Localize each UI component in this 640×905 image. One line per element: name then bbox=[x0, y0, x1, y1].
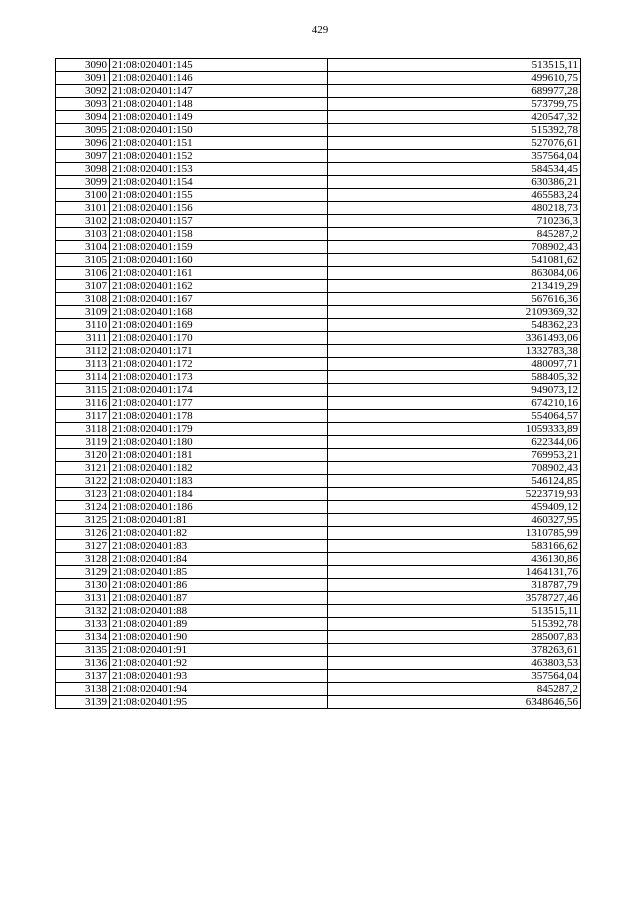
row-number-cell: 3114 bbox=[56, 371, 110, 384]
table-row bbox=[56, 72, 581, 85]
cadastral-number-cell: 21:08:020401:177 bbox=[110, 397, 328, 410]
table-row bbox=[56, 488, 581, 501]
row-number-cell: 3094 bbox=[56, 111, 110, 124]
cadastral-number-cell: 21:08:020401:178 bbox=[110, 410, 328, 423]
cadastral-value-cell: 1059333,89 bbox=[328, 423, 581, 436]
row-number-cell: 3120 bbox=[56, 449, 110, 462]
cadastral-value-cell: 863084,06 bbox=[328, 267, 581, 280]
table-row bbox=[56, 501, 581, 514]
cadastral-value-table bbox=[55, 58, 581, 709]
cadastral-number-cell: 21:08:020401:159 bbox=[110, 241, 328, 254]
cadastral-value-cell: 546124,85 bbox=[328, 475, 581, 488]
cadastral-value-cell: 710236,3 bbox=[328, 215, 581, 228]
row-number-cell: 3115 bbox=[56, 384, 110, 397]
table-row bbox=[56, 137, 581, 150]
cadastral-value-cell: 583166,62 bbox=[328, 540, 581, 553]
cadastral-value-cell: 541081,62 bbox=[328, 254, 581, 267]
table-row bbox=[56, 332, 581, 345]
cadastral-number-cell: 21:08:020401:90 bbox=[110, 631, 328, 644]
row-number-cell: 3128 bbox=[56, 553, 110, 566]
table-row bbox=[56, 592, 581, 605]
cadastral-number-cell: 21:08:020401:156 bbox=[110, 202, 328, 215]
cadastral-number-cell: 21:08:020401:91 bbox=[110, 644, 328, 657]
row-number-cell: 3093 bbox=[56, 98, 110, 111]
cadastral-number-cell: 21:08:020401:160 bbox=[110, 254, 328, 267]
table-body bbox=[56, 59, 581, 709]
table-row bbox=[56, 696, 581, 709]
cadastral-value-cell: 1332783,38 bbox=[328, 345, 581, 358]
row-number-cell: 3100 bbox=[56, 189, 110, 202]
table-row bbox=[56, 631, 581, 644]
cadastral-number-cell: 21:08:020401:173 bbox=[110, 371, 328, 384]
table-row bbox=[56, 319, 581, 332]
row-number-cell: 3090 bbox=[56, 59, 110, 72]
cadastral-value-cell: 674210,16 bbox=[328, 397, 581, 410]
cadastral-number-cell: 21:08:020401:147 bbox=[110, 85, 328, 98]
row-number-cell: 3135 bbox=[56, 644, 110, 657]
row-number-cell: 3110 bbox=[56, 319, 110, 332]
row-number-cell: 3113 bbox=[56, 358, 110, 371]
row-number-cell: 3104 bbox=[56, 241, 110, 254]
cadastral-number-cell: 21:08:020401:88 bbox=[110, 605, 328, 618]
table-row bbox=[56, 553, 581, 566]
cadastral-number-cell: 21:08:020401:146 bbox=[110, 72, 328, 85]
table-row bbox=[56, 176, 581, 189]
table-row bbox=[56, 449, 581, 462]
row-number-cell: 3095 bbox=[56, 124, 110, 137]
cadastral-value-cell: 588405,32 bbox=[328, 371, 581, 384]
cadastral-number-cell: 21:08:020401:174 bbox=[110, 384, 328, 397]
row-number-cell: 3123 bbox=[56, 488, 110, 501]
cadastral-value-cell: 285007,83 bbox=[328, 631, 581, 644]
cadastral-value-cell: 708902,43 bbox=[328, 241, 581, 254]
table-row bbox=[56, 397, 581, 410]
cadastral-number-cell: 21:08:020401:169 bbox=[110, 319, 328, 332]
row-number-cell: 3108 bbox=[56, 293, 110, 306]
cadastral-number-cell: 21:08:020401:83 bbox=[110, 540, 328, 553]
table-row bbox=[56, 540, 581, 553]
table-row bbox=[56, 566, 581, 579]
cadastral-value-cell: 527076,61 bbox=[328, 137, 581, 150]
cadastral-number-cell: 21:08:020401:95 bbox=[110, 696, 328, 709]
cadastral-value-cell: 3578727,46 bbox=[328, 592, 581, 605]
table-row bbox=[56, 358, 581, 371]
cadastral-number-cell: 21:08:020401:168 bbox=[110, 306, 328, 319]
cadastral-value-cell: 513515,11 bbox=[328, 605, 581, 618]
cadastral-value-cell: 318787,79 bbox=[328, 579, 581, 592]
cadastral-number-cell: 21:08:020401:170 bbox=[110, 332, 328, 345]
cadastral-number-cell: 21:08:020401:161 bbox=[110, 267, 328, 280]
table-row bbox=[56, 111, 581, 124]
cadastral-value-cell: 630386,21 bbox=[328, 176, 581, 189]
row-number-cell: 3102 bbox=[56, 215, 110, 228]
cadastral-number-cell: 21:08:020401:184 bbox=[110, 488, 328, 501]
cadastral-value-cell: 357564,04 bbox=[328, 670, 581, 683]
cadastral-number-cell: 21:08:020401:171 bbox=[110, 345, 328, 358]
table-row bbox=[56, 306, 581, 319]
cadastral-number-cell: 21:08:020401:180 bbox=[110, 436, 328, 449]
row-number-cell: 3133 bbox=[56, 618, 110, 631]
table-row bbox=[56, 605, 581, 618]
cadastral-number-cell: 21:08:020401:151 bbox=[110, 137, 328, 150]
cadastral-number-cell: 21:08:020401:162 bbox=[110, 280, 328, 293]
table-row bbox=[56, 462, 581, 475]
row-number-cell: 3119 bbox=[56, 436, 110, 449]
cadastral-value-cell: 708902,43 bbox=[328, 462, 581, 475]
table-row bbox=[56, 215, 581, 228]
cadastral-value-cell: 499610,75 bbox=[328, 72, 581, 85]
cadastral-value-cell: 436130,86 bbox=[328, 553, 581, 566]
row-number-cell: 3124 bbox=[56, 501, 110, 514]
table-row bbox=[56, 254, 581, 267]
cadastral-value-cell: 213419,29 bbox=[328, 280, 581, 293]
table-row bbox=[56, 293, 581, 306]
table-row bbox=[56, 150, 581, 163]
row-number-cell: 3121 bbox=[56, 462, 110, 475]
cadastral-number-cell: 21:08:020401:89 bbox=[110, 618, 328, 631]
cadastral-number-cell: 21:08:020401:94 bbox=[110, 683, 328, 696]
table-row bbox=[56, 371, 581, 384]
cadastral-value-cell: 769953,21 bbox=[328, 449, 581, 462]
cadastral-value-cell: 584534,45 bbox=[328, 163, 581, 176]
row-number-cell: 3091 bbox=[56, 72, 110, 85]
cadastral-value-cell: 463803,53 bbox=[328, 657, 581, 670]
row-number-cell: 3132 bbox=[56, 605, 110, 618]
row-number-cell: 3101 bbox=[56, 202, 110, 215]
cadastral-number-cell: 21:08:020401:179 bbox=[110, 423, 328, 436]
table-row bbox=[56, 124, 581, 137]
row-number-cell: 3109 bbox=[56, 306, 110, 319]
table-row bbox=[56, 189, 581, 202]
row-number-cell: 3116 bbox=[56, 397, 110, 410]
cadastral-value-cell: 1310785,99 bbox=[328, 527, 581, 540]
cadastral-value-cell: 459409,12 bbox=[328, 501, 581, 514]
cadastral-value-cell: 573799,75 bbox=[328, 98, 581, 111]
cadastral-value-cell: 3361493,06 bbox=[328, 332, 581, 345]
cadastral-number-cell: 21:08:020401:148 bbox=[110, 98, 328, 111]
cadastral-value-cell: 420547,32 bbox=[328, 111, 581, 124]
table-row bbox=[56, 345, 581, 358]
table-row bbox=[56, 228, 581, 241]
table-row bbox=[56, 280, 581, 293]
row-number-cell: 3111 bbox=[56, 332, 110, 345]
cadastral-value-cell: 554064,57 bbox=[328, 410, 581, 423]
cadastral-number-cell: 21:08:020401:150 bbox=[110, 124, 328, 137]
cadastral-value-cell: 5223719,93 bbox=[328, 488, 581, 501]
row-number-cell: 3126 bbox=[56, 527, 110, 540]
cadastral-number-cell: 21:08:020401:84 bbox=[110, 553, 328, 566]
cadastral-number-cell: 21:08:020401:82 bbox=[110, 527, 328, 540]
table-row bbox=[56, 579, 581, 592]
cadastral-number-cell: 21:08:020401:149 bbox=[110, 111, 328, 124]
table-row bbox=[56, 644, 581, 657]
cadastral-value-cell: 515392,78 bbox=[328, 618, 581, 631]
row-number-cell: 3122 bbox=[56, 475, 110, 488]
table-row bbox=[56, 475, 581, 488]
table-row bbox=[56, 384, 581, 397]
cadastral-number-cell: 21:08:020401:93 bbox=[110, 670, 328, 683]
page-number: 429 bbox=[311, 24, 329, 36]
cadastral-number-cell: 21:08:020401:92 bbox=[110, 657, 328, 670]
cadastral-number-cell: 21:08:020401:181 bbox=[110, 449, 328, 462]
row-number-cell: 3125 bbox=[56, 514, 110, 527]
table-row bbox=[56, 670, 581, 683]
table-row bbox=[56, 410, 581, 423]
table-row bbox=[56, 683, 581, 696]
row-number-cell: 3134 bbox=[56, 631, 110, 644]
row-number-cell: 3106 bbox=[56, 267, 110, 280]
row-number-cell: 3129 bbox=[56, 566, 110, 579]
table-row bbox=[56, 514, 581, 527]
cadastral-number-cell: 21:08:020401:157 bbox=[110, 215, 328, 228]
cadastral-value-cell: 845287,2 bbox=[328, 683, 581, 696]
cadastral-number-cell: 21:08:020401:153 bbox=[110, 163, 328, 176]
cadastral-number-cell: 21:08:020401:145 bbox=[110, 59, 328, 72]
cadastral-value-cell: 6348646,56 bbox=[328, 696, 581, 709]
cadastral-number-cell: 21:08:020401:155 bbox=[110, 189, 328, 202]
cadastral-value-cell: 949073,12 bbox=[328, 384, 581, 397]
cadastral-value-cell: 567616,36 bbox=[328, 293, 581, 306]
row-number-cell: 3097 bbox=[56, 150, 110, 163]
row-number-cell: 3098 bbox=[56, 163, 110, 176]
cadastral-value-cell: 845287,2 bbox=[328, 228, 581, 241]
cadastral-value-cell: 622344,06 bbox=[328, 436, 581, 449]
row-number-cell: 3096 bbox=[56, 137, 110, 150]
cadastral-value-cell: 2109369,32 bbox=[328, 306, 581, 319]
row-number-cell: 3139 bbox=[56, 696, 110, 709]
row-number-cell: 3103 bbox=[56, 228, 110, 241]
cadastral-value-cell: 689977,28 bbox=[328, 85, 581, 98]
table-row bbox=[56, 241, 581, 254]
cadastral-number-cell: 21:08:020401:85 bbox=[110, 566, 328, 579]
row-number-cell: 3105 bbox=[56, 254, 110, 267]
cadastral-value-cell: 378263,61 bbox=[328, 644, 581, 657]
cadastral-value-cell: 465583,24 bbox=[328, 189, 581, 202]
cadastral-number-cell: 21:08:020401:154 bbox=[110, 176, 328, 189]
row-number-cell: 3127 bbox=[56, 540, 110, 553]
cadastral-number-cell: 21:08:020401:152 bbox=[110, 150, 328, 163]
row-number-cell: 3137 bbox=[56, 670, 110, 683]
cadastral-number-cell: 21:08:020401:167 bbox=[110, 293, 328, 306]
cadastral-number-cell: 21:08:020401:87 bbox=[110, 592, 328, 605]
table-row bbox=[56, 657, 581, 670]
row-number-cell: 3117 bbox=[56, 410, 110, 423]
table-row bbox=[56, 618, 581, 631]
cadastral-number-cell: 21:08:020401:183 bbox=[110, 475, 328, 488]
cadastral-value-cell: 460327,95 bbox=[328, 514, 581, 527]
row-number-cell: 3118 bbox=[56, 423, 110, 436]
cadastral-value-cell: 480218,73 bbox=[328, 202, 581, 215]
cadastral-value-cell: 1464131,76 bbox=[328, 566, 581, 579]
cadastral-value-cell: 513515,11 bbox=[328, 59, 581, 72]
row-number-cell: 3138 bbox=[56, 683, 110, 696]
row-number-cell: 3092 bbox=[56, 85, 110, 98]
cadastral-value-cell: 515392,78 bbox=[328, 124, 581, 137]
cadastral-value-cell: 548362,23 bbox=[328, 319, 581, 332]
table-row bbox=[56, 527, 581, 540]
table-row bbox=[56, 423, 581, 436]
cadastral-number-cell: 21:08:020401:172 bbox=[110, 358, 328, 371]
row-number-cell: 3107 bbox=[56, 280, 110, 293]
cadastral-number-cell: 21:08:020401:81 bbox=[110, 514, 328, 527]
table-row bbox=[56, 436, 581, 449]
cadastral-value-cell: 357564,04 bbox=[328, 150, 581, 163]
table-row bbox=[56, 98, 581, 111]
row-number-cell: 3112 bbox=[56, 345, 110, 358]
row-number-cell: 3130 bbox=[56, 579, 110, 592]
table-row bbox=[56, 267, 581, 280]
row-number-cell: 3099 bbox=[56, 176, 110, 189]
cadastral-number-cell: 21:08:020401:86 bbox=[110, 579, 328, 592]
table-row bbox=[56, 163, 581, 176]
table-row bbox=[56, 85, 581, 98]
row-number-cell: 3136 bbox=[56, 657, 110, 670]
row-number-cell: 3131 bbox=[56, 592, 110, 605]
table-row bbox=[56, 59, 581, 72]
cadastral-value-cell: 480097,71 bbox=[328, 358, 581, 371]
cadastral-number-cell: 21:08:020401:158 bbox=[110, 228, 328, 241]
cadastral-number-cell: 21:08:020401:182 bbox=[110, 462, 328, 475]
cadastral-number-cell: 21:08:020401:186 bbox=[110, 501, 328, 514]
table-row bbox=[56, 202, 581, 215]
